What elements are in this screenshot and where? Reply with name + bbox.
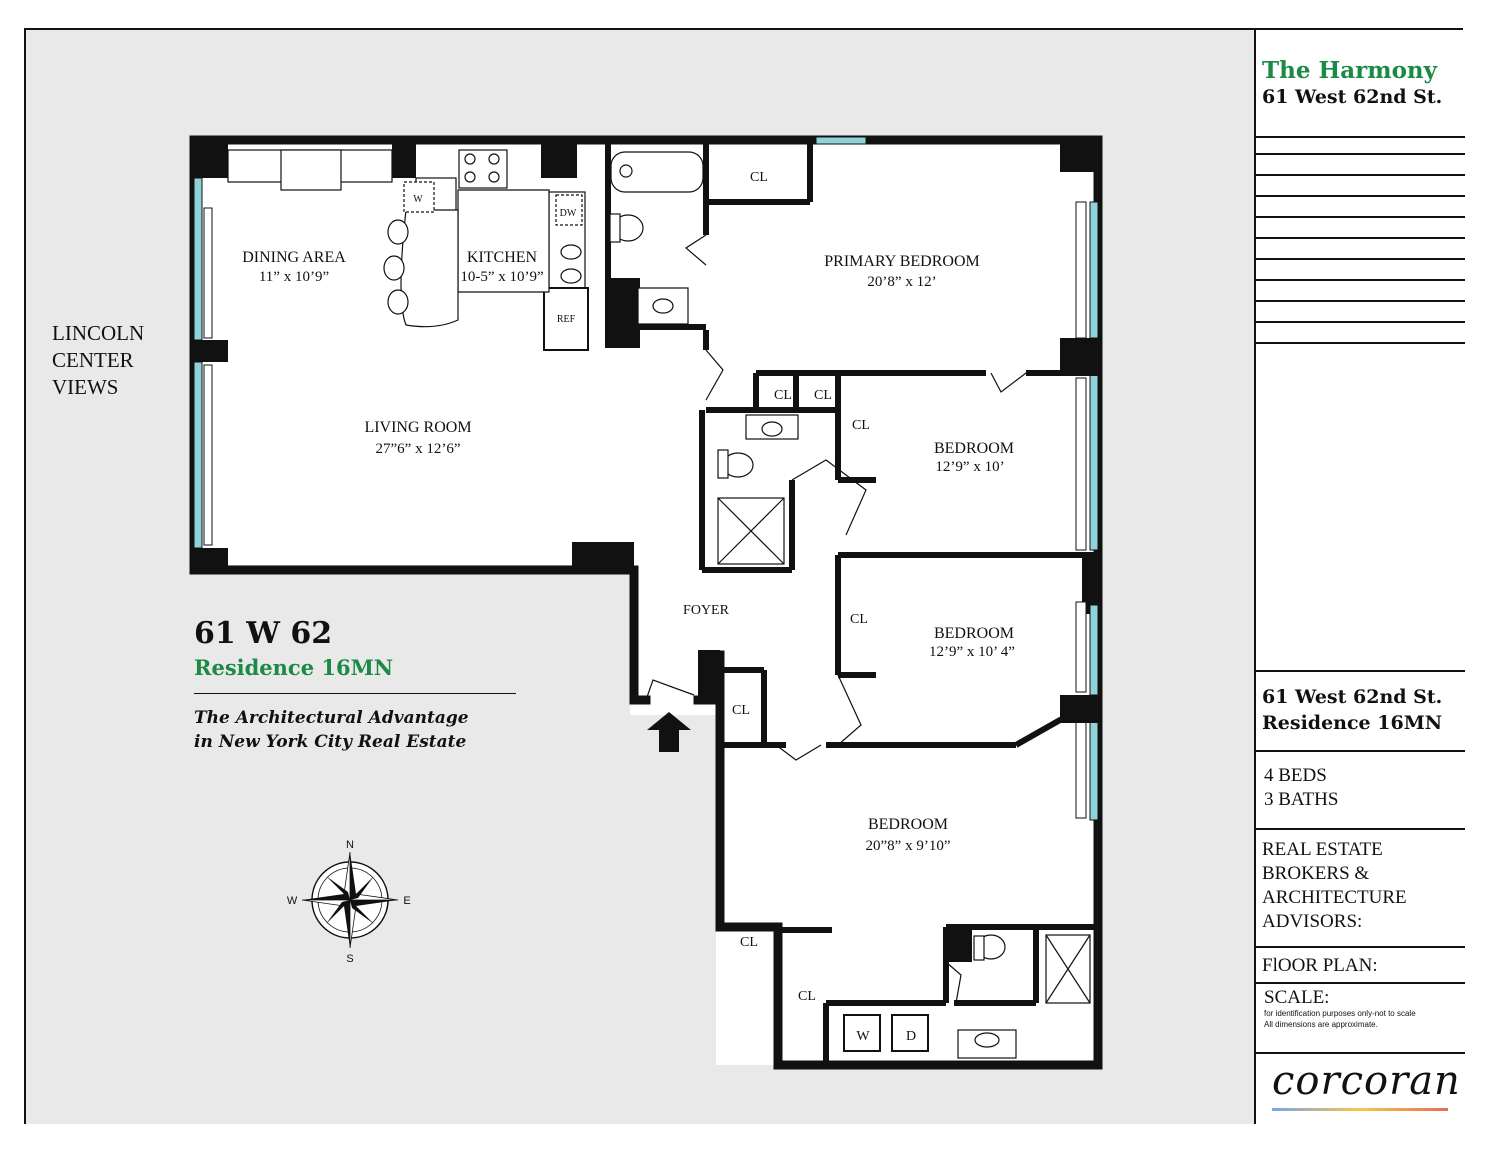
floor-plan-label: FlOOR PLAN: [1262, 955, 1378, 976]
residence-short-address: 61 W 62 [194, 616, 333, 651]
building-name: The Harmony [1262, 57, 1437, 84]
floor-plan-sheet [24, 28, 1463, 1124]
views-note [52, 320, 144, 401]
compass-north: N [346, 839, 354, 851]
entry-arrow-icon [647, 712, 691, 752]
bedroom-4-dimensions: 20”8” x 9’10” [865, 838, 951, 854]
residence-title-block [194, 615, 516, 754]
bedroom-2-label: BEDROOM [933, 440, 1015, 457]
primary-bedroom-label: PRIMARY BEDROOM [824, 253, 980, 270]
compass-south: S [346, 953, 354, 965]
views-line-2: CENTER [52, 348, 134, 372]
sidebar-address-line-2: Residence 16MN [1262, 712, 1443, 734]
scale-note-1: for identification purposes only-not to scale [1264, 1009, 1416, 1018]
tagline-line-1: The Architectural Advantage [194, 708, 469, 728]
scale-note-2: All dimensions are approximate. [1264, 1020, 1378, 1029]
notes-line [1256, 153, 1465, 155]
building-header [1256, 30, 1465, 138]
views-line-1: LINCOLN [52, 321, 145, 345]
notes-line [1256, 258, 1465, 260]
notes-line [1256, 174, 1465, 176]
beds-count: 4 BEDS [1264, 765, 1327, 786]
title-block-sidebar [1254, 30, 1465, 1124]
kitchen-label: KITCHEN [466, 249, 538, 266]
compass-east: E [403, 895, 411, 907]
notes-line [1256, 321, 1465, 323]
notes-line [1256, 300, 1465, 302]
baths-count: 3 BATHS [1264, 789, 1339, 810]
sidebar-floor-plan [1256, 948, 1465, 984]
sidebar-address-line-1: 61 West 62nd St. [1262, 686, 1443, 708]
scale-label: SCALE: [1264, 987, 1330, 1008]
dining-area-dimensions: 11” x 10’9” [258, 269, 330, 285]
brand-gradient-bar [1272, 1108, 1448, 1111]
kitchen-dimensions: 10-5” x 10’9” [460, 269, 544, 285]
sidebar-scale [1256, 984, 1465, 1054]
closet-label: CL [798, 989, 816, 1004]
washer-label: W [856, 1029, 870, 1044]
brand-block [1256, 1054, 1465, 1124]
closet-label: CL [774, 388, 792, 403]
closet-label: CL [750, 170, 768, 185]
broker-line-1: REAL ESTATE [1262, 839, 1383, 860]
bedroom-3-label: BEDROOM [933, 625, 1015, 642]
broker-line-4: ADVISORS: [1262, 911, 1363, 932]
notes-line [1256, 342, 1465, 344]
dishwasher-label: DW [559, 208, 577, 219]
compass-west: W [286, 895, 298, 907]
closet-label: CL [814, 388, 832, 403]
sidebar-beds-baths [1256, 752, 1465, 830]
floor-plan-diagram [26, 30, 1254, 1124]
notes-line [1256, 216, 1465, 218]
closet-label: CL [740, 935, 758, 950]
foyer-label: FOYER [683, 603, 729, 618]
views-line-3: VIEWS [52, 375, 119, 399]
refrigerator-label: REF [556, 314, 576, 325]
closet-label: CL [852, 418, 870, 433]
closet-label: CL [850, 612, 868, 627]
corcoran-logo: corcoran [1272, 1058, 1461, 1104]
sidebar-address [1256, 672, 1465, 752]
residence-unit: Residence 16MN [194, 655, 394, 680]
washer-small-label: W [413, 194, 423, 205]
notes-line [1256, 279, 1465, 281]
broker-line-3: ARCHITECTURE [1262, 887, 1407, 908]
notes-line [1256, 195, 1465, 197]
sidebar-broker [1256, 830, 1465, 948]
title-divider [194, 693, 516, 694]
dining-area-label: DINING AREA [242, 249, 346, 266]
plan-area [26, 30, 1254, 1124]
broker-line-2: BROKERS & [1262, 863, 1370, 884]
primary-bedroom-dimensions: 20’8” x 12’ [867, 274, 937, 290]
tagline-line-2: in New York City Real Estate [194, 732, 467, 752]
living-room-label: LIVING ROOM [364, 419, 472, 436]
dryer-label: D [905, 1029, 917, 1044]
living-room-dimensions: 27”6” x 12’6” [375, 441, 461, 457]
building-address: 61 West 62nd St. [1262, 86, 1443, 108]
bedroom-3-dimensions: 12’9” x 10’ 4” [929, 644, 1015, 660]
closet-label: CL [732, 703, 750, 718]
bedroom-4-label: BEDROOM [867, 816, 949, 833]
compass-rose-icon [287, 839, 411, 965]
bedroom-2-dimensions: 12’9” x 10’ [935, 459, 1005, 475]
notes-line [1256, 237, 1465, 239]
